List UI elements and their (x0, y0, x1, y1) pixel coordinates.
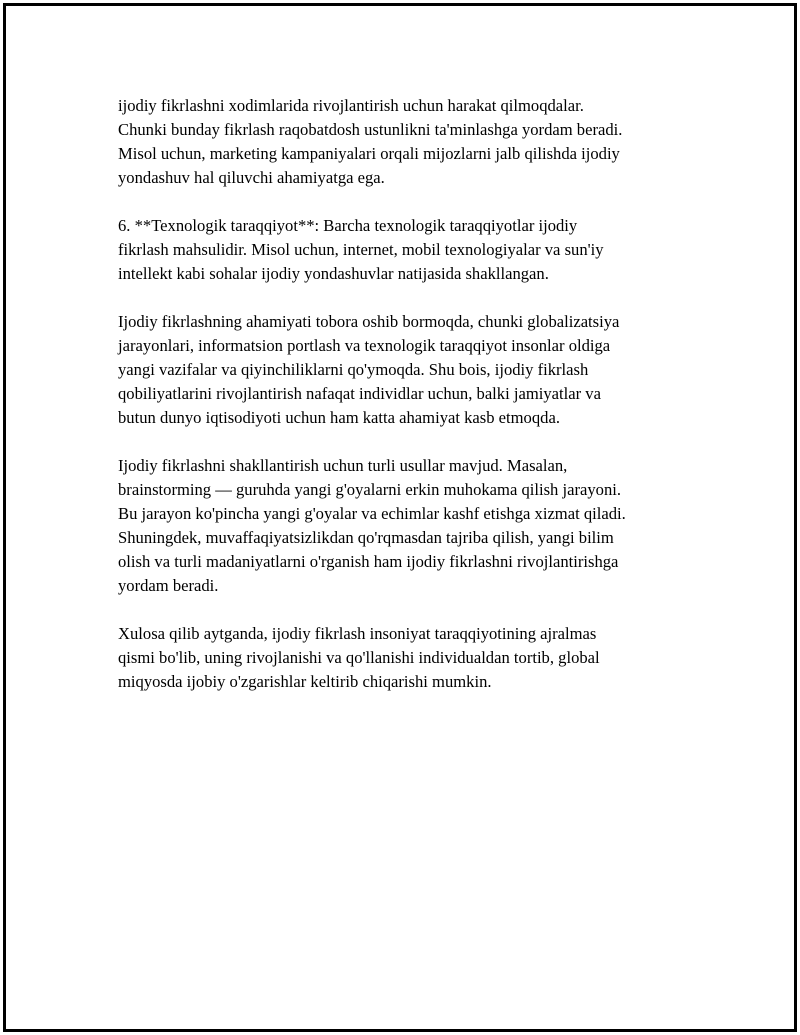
paragraph-3 (118, 310, 698, 430)
text-line: fikrlash mahsulidir. Misol uchun, internet, mobil texnologiyalar va sun'iy (118, 240, 604, 259)
text-line: yordam beradi. (118, 576, 219, 595)
text-line: yangi vazifalar va qiyinchiliklarni qo'ymoqda. Shu bois, ijodiy fikrlash (118, 360, 589, 379)
text-line: butun dunyo iqtisodiyoti uchun ham katta ahamiyat kasb etmoqda. (118, 408, 560, 427)
text-line: Shuningdek, muvaffaqiyatsizlikdan qo'rqmasdan tajriba qilish, yangi bilim (118, 528, 614, 547)
paragraph-5 (118, 622, 698, 694)
paragraph-4 (118, 454, 698, 598)
text-line: jarayonlari, informatsion portlash va texnologik taraqqiyot insonlar oldiga (118, 336, 611, 355)
text-line: brainstorming — guruhda yangi g'oyalarni erkin muhokama qilish jarayoni. (118, 480, 621, 499)
document-body (118, 94, 698, 718)
paragraph-1 (118, 94, 698, 190)
text-line: Chunki bunday fikrlash raqobatdosh ustunlikni ta'minlashga yordam beradi. (118, 120, 623, 139)
text-line: Ijodiy fikrlashning ahamiyati tobora oshib bormoqda, chunki globalizatsiya (118, 312, 620, 331)
text-line: Ijodiy fikrlashni shakllantirish uchun turli usullar mavjud. Masalan, (118, 456, 568, 475)
text-line: Misol uchun, marketing kampaniyalari orqali mijozlarni jalb qilishda ijodiy (118, 144, 620, 163)
text-line: Bu jarayon ko'pincha yangi g'oyalar va echimlar kashf etishga xizmat qiladi. (118, 504, 626, 523)
text-line: ijodiy fikrlashni xodimlarida rivojlantirish uchun harakat qilmoqdalar. (118, 96, 584, 115)
text-line: 6. **Texnologik taraqqiyot**: Barcha texnologik taraqqiyotlar ijodiy (118, 216, 578, 235)
text-line: yondashuv hal qiluvchi ahamiyatga ega. (118, 168, 385, 187)
text-line: qobiliyatlarini rivojlantirish nafaqat individlar uchun, balki jamiyatlar va (118, 384, 601, 403)
text-line: intellekt kabi sohalar ijodiy yondashuvlar natijasida shakllangan. (118, 264, 549, 283)
paragraph-2 (118, 214, 698, 286)
text-line: olish va turli madaniyatlarni o'rganish ham ijodiy fikrlashni rivojlantirishga (118, 552, 619, 571)
text-line: qismi bo'lib, uning rivojlanishi va qo'llanishi individualdan tortib, global (118, 648, 600, 667)
text-line: Xulosa qilib aytganda, ijodiy fikrlash insoniyat taraqqiyotining ajralmas (118, 624, 597, 643)
text-line: miqyosda ijobiy o'zgarishlar keltirib chiqarishi mumkin. (118, 672, 492, 691)
